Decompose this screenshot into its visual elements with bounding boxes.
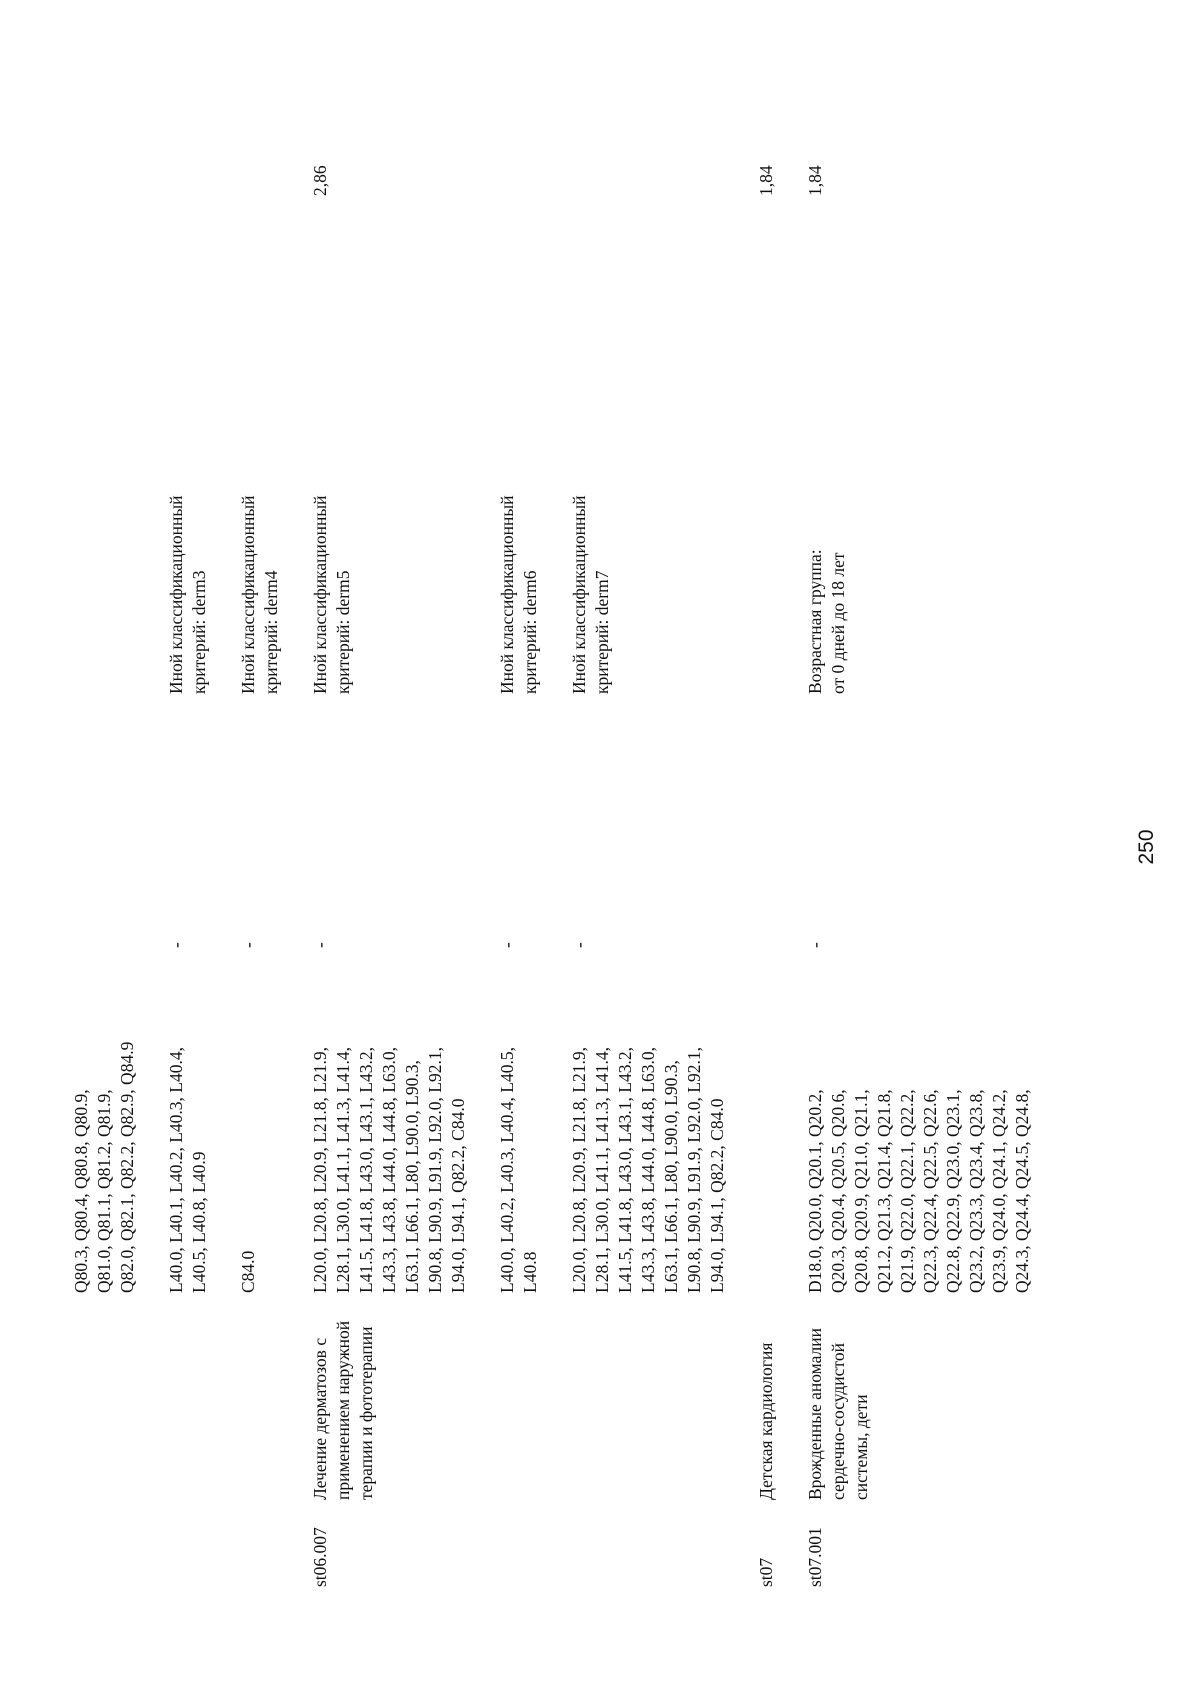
ksg-code <box>568 1500 755 1587</box>
ksg-code <box>165 1500 237 1587</box>
procedure-codes: - <box>569 942 589 948</box>
procedure-codes: - <box>166 942 186 948</box>
ksg-name <box>568 1293 755 1500</box>
diagnosis-codes: L40.0, L40.2, L40.3, L40.4, L40.5, L40.8 <box>497 1047 540 1293</box>
diagnosis-codes: L20.0, L20.8, L20.9, L21.8, L21.9, L28.1, L30.0, L41.1, L41.3, L41.4, L41.5, L41.8, L43.0, L43.1, L43.2, L43.3, L43.8, L44.0, L44.8, L63.0, L63.1, L66.1, L80, L90.0, L90.3, L90.8, L90.9, L91.9, L92.0, L92.1, L94.0, L94.1, Q82.2, C84.0 <box>310 1047 468 1293</box>
diagnosis-codes <box>755 948 804 1293</box>
coefficient: 2,86 <box>310 165 330 196</box>
table-row <box>70 137 165 1587</box>
coefficient <box>237 137 309 196</box>
ksg-name <box>165 1293 237 1500</box>
coefficient <box>496 137 568 196</box>
procedure-codes: - <box>805 942 825 948</box>
ksg-name <box>496 1293 568 1500</box>
ksg-name <box>237 1293 309 1500</box>
diagnosis-codes: L20.0, L20.8, L20.9, L21.8, L21.9, L28.1, L30.0, L41.1, L41.3, L41.4, L41.5, L41.8, L43.0, L43.1, L43.2, L43.3, L43.8, L44.0, L44.8, L63.0, L63.1, L66.1, L80, L90.0, L90.3, L90.8, L90.9, L91.9, L92.0, L92.1, L94.0, L94.1, Q82.2, C84.0 <box>569 1047 727 1293</box>
ksg-code <box>496 1500 568 1587</box>
coefficient <box>568 137 755 196</box>
ksg-code: st07.001 <box>805 1527 825 1587</box>
other-criterion: Возрастная группа: от 0 дней до 18 лет <box>805 549 848 694</box>
table-row <box>237 137 309 1587</box>
ksg-name: Детская кардиология <box>756 1342 776 1500</box>
other-criterion: Иной классификационный критерий: derm3 <box>166 495 209 694</box>
other-criterion: Иной классификационный критерий: derm5 <box>310 495 353 694</box>
ksg-name: Лечение дерматозов с применением наружной терапии и фототерапии <box>310 1320 376 1500</box>
ksg-code: st06.007 <box>310 1527 330 1587</box>
procedure-codes: - <box>238 942 258 948</box>
ksg-code: st07 <box>756 1557 776 1587</box>
ksg-code <box>70 1500 165 1587</box>
ksg-name <box>70 1293 165 1500</box>
page-number: 250 <box>1135 829 1158 865</box>
procedure-codes <box>70 694 165 948</box>
coefficient: 1,84 <box>805 165 825 196</box>
other-criterion: Иной классификационный критерий: derm6 <box>497 495 540 694</box>
diagnosis-codes: D18.0, Q20.0, Q20.1, Q20.2, Q20.3, Q20.4, Q20.5, Q20.6, Q20.8, Q20.9, Q21.0, Q21.1, Q21.2, Q21.3, Q21.4, Q21.8, Q21.9, Q22.0, Q22.1, Q22.2, Q22.3, Q22.4, Q22.5, Q22.6, Q22.8, Q22.9, Q23.0, Q23.1, Q23.2, Q23.3, Q23.4, Q23.8, Q23.9, Q24.0, Q24.1, Q24.2, Q24.3, Q24.4, Q24.5, Q24.8, <box>805 1089 1032 1293</box>
table-row <box>309 137 496 1587</box>
diagnosis-codes: Q80.3, Q80.4, Q80.8, Q80.9, Q81.0, Q81.1, Q81.2, Q81.9, Q82.0, Q82.1, Q82.2, Q82.9, Q84.9 <box>71 1041 137 1293</box>
diagnosis-codes: C84.0 <box>238 1250 258 1293</box>
coefficient <box>70 137 165 196</box>
ksg-name: Врожденные аномалии сердечно-сосудистой системы, дети <box>805 1327 871 1500</box>
table-row <box>496 137 568 1587</box>
table-row <box>165 137 237 1587</box>
diagnosis-codes: L40.0, L40.1, L40.2, L40.3, L40.4, L40.5, L40.8, L40.9 <box>166 1047 209 1293</box>
procedure-codes: - <box>497 942 517 948</box>
other-criterion <box>70 454 165 694</box>
procedure-codes <box>755 694 804 948</box>
tariff-table <box>70 137 1060 1587</box>
coefficient <box>165 137 237 196</box>
procedure-codes: - <box>310 942 330 948</box>
coefficient: 1,84 <box>756 165 776 196</box>
ksg-code <box>237 1500 309 1587</box>
table-row <box>804 137 1060 1587</box>
other-criterion: Иной классификационный критерий: derm7 <box>569 495 612 694</box>
table-row <box>568 137 755 1587</box>
table-row <box>755 137 804 1587</box>
other-criterion: Иной классификационный критерий: derm4 <box>238 495 281 694</box>
other-criterion <box>755 454 804 694</box>
